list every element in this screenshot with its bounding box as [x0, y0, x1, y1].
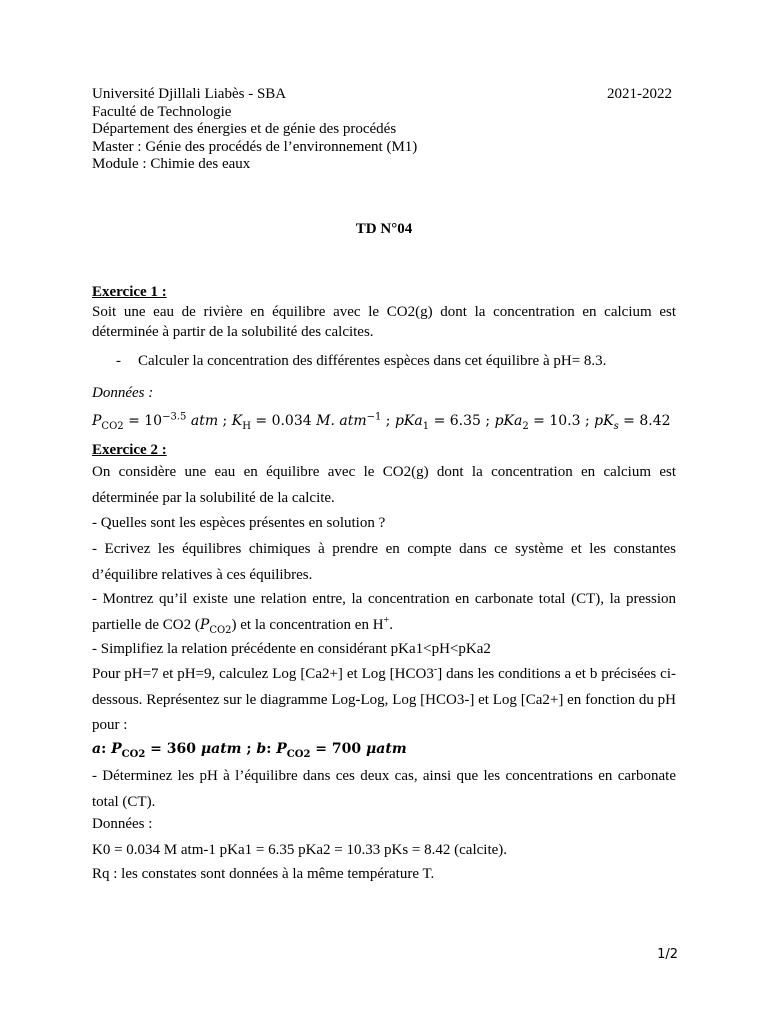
- kh-unit-exponent: −1: [366, 411, 382, 423]
- pks-value: 8.42: [639, 413, 671, 429]
- department-name: Département des énergies et de génie des procédés: [92, 121, 397, 137]
- exercise2-conditions: a: $P_{CO2} = 360$ μatm ; b: $P_{CO2} = 700$ μatm: [92, 741, 407, 760]
- exercise1-intro: Soit une eau de rivière en équilibre avec le CO2(g) dont la concentration en calcium est déterminée à partir de la solubilité des calcites.: [92, 304, 676, 340]
- bullet-dash: -: [116, 353, 121, 369]
- academic-year: 2021-2022: [607, 86, 672, 102]
- page-number: 1/2: [657, 947, 678, 962]
- exercise2-question-species: - Quelles sont les espèces présentes en solution ?: [92, 515, 386, 531]
- document-title: TD N°04: [355, 221, 413, 237]
- pka1-value: 6.35: [449, 413, 481, 429]
- pka2-value: 10.3: [549, 413, 581, 429]
- condition-a-value: 360: [166, 741, 197, 757]
- university-name: Université Djillali Liabès - SBA: [92, 86, 287, 102]
- exercise2-remark: Rq : les constates sont données à la même température T.: [92, 866, 435, 882]
- exercise2-intro: On considère une eau en équilibre avec le CO2(g) dont la concentration en calcium est déterminée par la solubilité de la calcite.: [92, 464, 676, 506]
- condition-b-value: 700: [331, 741, 362, 757]
- exercise1-data-equation: $P_{CO2} = 10^{-3.5}$ atm ; $K_H = 0.034$ M. atm$^{-1}$ ; pKa$_1$ = 6.35 ; pKa$_2$ = 10.3 ; $pK_s = 8.42$: [92, 411, 671, 432]
- exercise1-data-label: Données :: [92, 385, 154, 401]
- exercise2-data-values: K0 = 0.034 M atm-1 pKa1 = 6.35 pKa2 = 10.33 pKs = 8.42 (calcite).: [92, 842, 508, 858]
- faculty-name: Faculté de Technologie: [92, 103, 232, 120]
- master-name: Master : Génie des procédés de l’environnement (M1): [92, 138, 418, 155]
- exercise2-title: Exercice 2 :: [92, 442, 167, 458]
- kh-value: 0.034: [271, 413, 312, 429]
- exercise2-question-ph: - Déterminez les pH à l’équilibre dans ces deux cas, ainsi que les concentrations en carbonate total (CT).: [92, 768, 676, 810]
- exercise2-question-equilibria: - Ecrivez les équilibres chimiques à prendre en compte dans ce système et les constantes d’équilibre relatives à ces équilibres.: [92, 541, 676, 583]
- module-name: Module : Chimie des eaux: [92, 156, 251, 172]
- pco2-exponent: −3.5: [162, 411, 187, 423]
- exercise2-question-relation: - Montrez qu’il existe une relation entre, la concentration en carbonate total (CT), la pression partielle de CO2 $(P_{CO2})$ et la concentration en H+.: [92, 591, 676, 636]
- exercise2-data-label: Données :: [92, 816, 153, 832]
- exercise2-question-simplify: - Simplifiez la relation précédente en considérant pKa1<pH<pKa2: [92, 641, 491, 657]
- exercise1-question: Calculer la concentration des différentes espèces dans cet équilibre à pH= 8.3.: [138, 353, 607, 369]
- exercise1-title: Exercice 1 :: [92, 284, 167, 300]
- exercise2-question-calculate: Pour pH=7 et pH=9, calculez Log [Ca2+] et Log [HCO3-] dans les conditions a et b précisées ci-dessous. Représentez sur le diagramme Log-Log, Log [HCO3-] et Log [Ca2+] en fonction du pH pour :: [92, 664, 676, 733]
